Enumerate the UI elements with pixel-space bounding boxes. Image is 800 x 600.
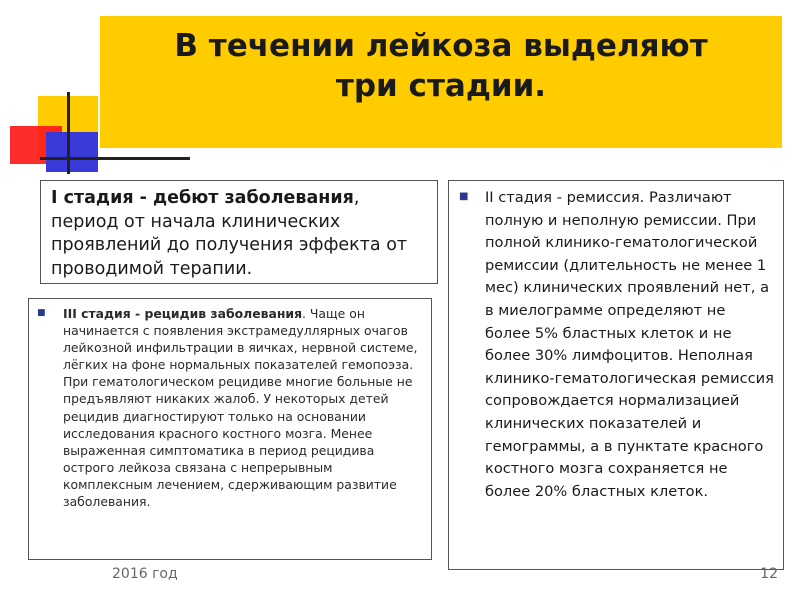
decorative-blue-square: [46, 132, 98, 172]
stage2-paragraph: [485, 187, 775, 503]
slide-title: В течении лейкоза выделяют три стадии.: [174, 28, 708, 104]
stage2-heading: II стадия - ремиссия: [485, 189, 640, 206]
page-number: 12: [760, 566, 778, 582]
stage3-box: [28, 298, 432, 560]
decorative-horizontal-line: [40, 157, 190, 160]
decorative-vertical-line: [67, 92, 70, 174]
bullet-square-icon: ■: [37, 308, 46, 318]
footer-year: 2016 год: [112, 566, 178, 582]
stage1-text: , период от начала клинических проявлений до получения эффекта от проводимой терапии.: [51, 188, 408, 279]
stage3-paragraph: [63, 305, 423, 510]
stage3-heading: III стадия - рецидив заболевания: [63, 306, 303, 321]
stage3-list-item: [37, 305, 423, 510]
stage3-text: . Чаще он начинается с появления экстрамедуллярных очагов лейкозной инфильтрации в яичках, нервной системе, лёгких на фоне нормальных показателей гемопоэза. При гематологическом рецидиве многие больные не предъявляют никаких жалоб. У некоторых детей рецидив диагностируют только на основании исследования красного костного мозга. Менее выраженная симптоматика в период рецидива острого лейкоза связана с непрерывным комплексным лечением, сдерживающим развитие заболевания.: [63, 306, 418, 510]
stage2-list-item: [459, 187, 775, 503]
stage1-box: [40, 180, 438, 284]
bullet-square-icon: ■: [459, 191, 469, 202]
stage2-box: [448, 180, 784, 570]
stage1-heading: I стадия - дебют заболевания: [51, 188, 354, 208]
stage2-text: . Различают полную и неполную ремиссии. При полной клинико-гематологической ремиссии (длительность не менее 1 мес) клинических проявлений нет, а в миелограмме определяют не более 5% бластных клеток и не более 30% лимфоцитов. Неполная клинико-гематологическая ремиссия сопровождается нормализацией клинических показателей и гемограммы, а в пунктате красного костного мозга сохраняется не более 20% бластных клеток.: [485, 189, 774, 500]
